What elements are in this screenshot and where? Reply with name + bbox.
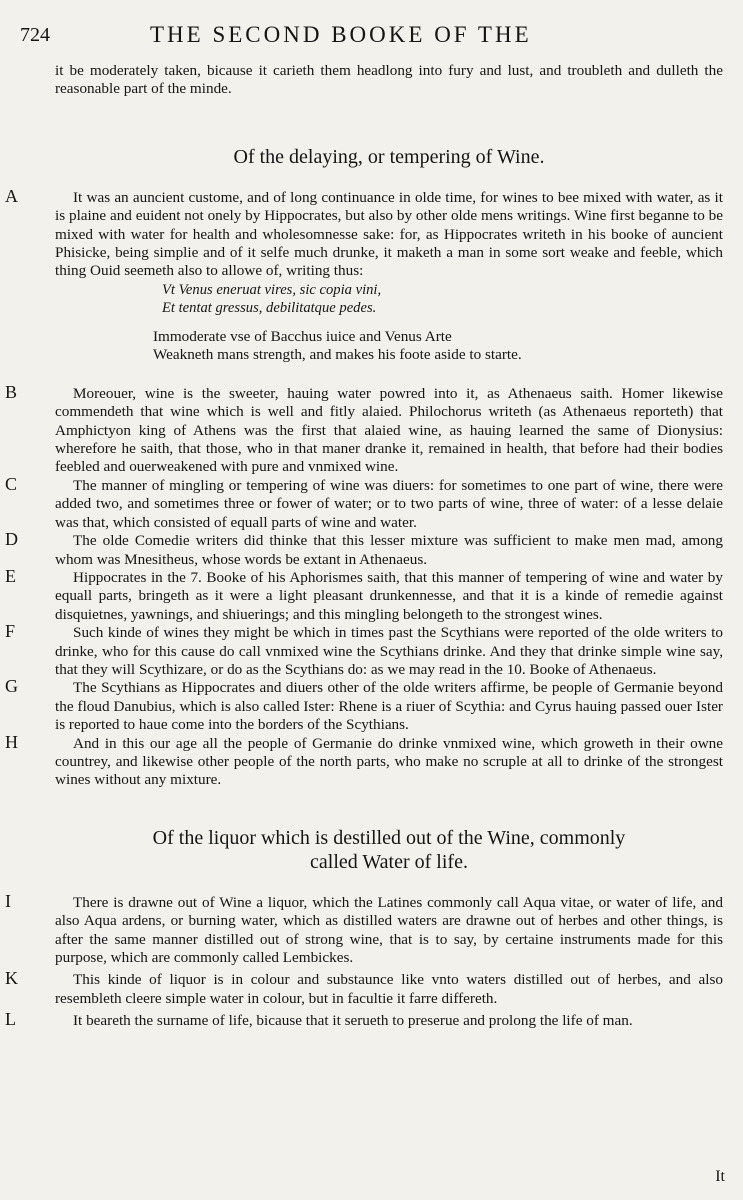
- margin-marker-h: H: [5, 731, 18, 752]
- paragraph-i: [5, 890, 723, 968]
- english-verse-line-1: Immoderate vse of Bacchus iuice and Venus Arte: [153, 327, 452, 345]
- paragraph-a: [5, 185, 723, 281]
- paragraph-b: [5, 381, 723, 477]
- section-title-tempering-wine: Of the delaying, or tempering of Wine.: [233, 145, 545, 168]
- paragraph-text: It was an auncient custome, and of long continuance in olde time, for wines to bee mixed with water, as it is plaine and euident not onely by Hippocrates, but also by other olde mens writings. Wine first beganne to be mixed with water for health and wholesomnesse sake: for, as Hippocrates writeth in his booke of auncient Phisicke, being simplie and of it selfe much drunke, it maketh a man in some sort weake and feeble, which thing Ouid seemeth also to allowe of, writing thus:: [55, 188, 723, 280]
- paragraph-e: [5, 565, 723, 624]
- paragraph-c: [5, 473, 723, 532]
- section-title-water-of-life-line-2: called Water of life.: [310, 850, 468, 873]
- paragraph-d: [5, 529, 723, 569]
- intro-continuation: it be moderately taken, bicause it carieth them headlong into fury and lust, and troubleth and dulleth the reasonable part of the minde.: [55, 62, 723, 98]
- margin-marker-f: F: [5, 621, 16, 642]
- text-block: [5, 62, 723, 1031]
- paragraph-f: [5, 621, 723, 679]
- paragraph-text: The Scythians as Hippocrates and diuers other of the olde writers affirme, be people of Germanie beyond the floud Danubius, which is also called Ister: Rhene is a riuer of Scythia: and Cyrus hauing passed ouer Ister is reported to haue come into the borders of the Scythians.: [55, 679, 723, 734]
- section-title-water-of-life-line-1: Of the liquor which is destilled out of the Wine, commonly: [152, 826, 626, 849]
- paragraph-text: The olde Comedie writers did thinke that this lesser mixture was sufficient to make men mad, among whom was Mnesitheus, whose words be extant in Athenaeus.: [55, 532, 723, 568]
- margin-marker-k: K: [5, 968, 18, 989]
- page-header: [20, 22, 725, 52]
- paragraph-text: Moreouer, wine is the sweeter, hauing water powred into it, as Athenaeus saith. Homer likewise commendeth that wine which is well and fitly alaied. Philochorus writeth (as Athenaeus reporteth) that Amphictyon king of Athens was the first that alaied wine, as hauing learned the same of Dionysius: wherefore he saith, that those, who in that maner dranke it, remained in health, that before had their bodies feebled and ouerweakened with pure and vnmixed wine.: [55, 384, 723, 476]
- latin-verse-line-2: Et tentat gressus, debilitatque pedes.: [162, 300, 377, 317]
- paragraph-text: There is drawne out of Wine a liquor, which the Latines commonly call Aqua vitae, or water of life, and also Aqua ardens, or burning water, which as distilled waters are drawne out of herbes and other things, is after the same manner distilled out of strong wine, that is to say, by certaine instruments made for this purpose, which are commonly called Lembickes.: [55, 893, 723, 966]
- paragraph-text: Such kinde of wines they might be which in times past the Scythians were reported of the olde writers to drinke, who for this cause do call vnmixed wine the Scythians drinke. And they that drinke simple wine say, that they will Scythizare, or do as the Scythians do: as we may read in the 10. Booke of Athenaeus.: [55, 624, 723, 678]
- paragraph-h: [5, 731, 723, 790]
- margin-marker-b: B: [5, 381, 18, 402]
- margin-marker-d: D: [5, 529, 18, 550]
- margin-marker-a: A: [5, 185, 18, 206]
- margin-marker-i: I: [5, 890, 11, 911]
- paragraph-text: It beareth the surname of life, bicause that it serueth to preserue and prolong the life of man.: [73, 1012, 633, 1030]
- paragraph-text: And in this our age all the people of Germanie do drinke vnmixed wine, which groweth in their owne countrey, and likewise other people of the north parts, who make no scruple at all to drinke of the strongest wines without any mixture.: [55, 734, 723, 789]
- margin-marker-g: G: [5, 676, 18, 697]
- paragraph-k: [5, 968, 723, 1008]
- english-verse-line-2: Weakneth mans strength, and makes his foote aside to starte.: [153, 346, 522, 364]
- latin-verse-line-1: Vt Venus eneruat vires, sic copia vini,: [162, 281, 382, 298]
- paragraph-l: [5, 1009, 723, 1030]
- paragraph-text: Hippocrates in the 7. Booke of his Aphorismes saith, that this manner of tempering of wine and water by equall parts, bringeth as it were a light pleasant drunkennesse, and that it is a kinde of remedie against disquietnes, yawnings, and shiuerings; and this mingling belongeth to the strongest wines.: [55, 568, 723, 623]
- running-title: THE SECOND BOOKE OF THE: [150, 22, 532, 47]
- margin-marker-l: L: [5, 1009, 16, 1030]
- margin-marker-e: E: [5, 565, 16, 586]
- paragraph-g: [5, 676, 723, 734]
- paragraph-text: The manner of mingling or tempering of wine was diuers: for sometimes to one part of wine, there were added two, and sometimes three or fower of water; or to two parts of wine, three of water: of a lesse delaie was that, which consisted of equall parts of wine and water.: [55, 476, 723, 531]
- page-number: 724: [20, 24, 50, 46]
- paragraph-text: This kinde of liquor is in colour and substaunce like vnto waters distilled out of herbes, and also resembleth cleere simple water in colour, but in facultie it farre differeth.: [55, 971, 723, 1007]
- catchword: It: [715, 1168, 725, 1185]
- margin-marker-c: C: [5, 473, 18, 494]
